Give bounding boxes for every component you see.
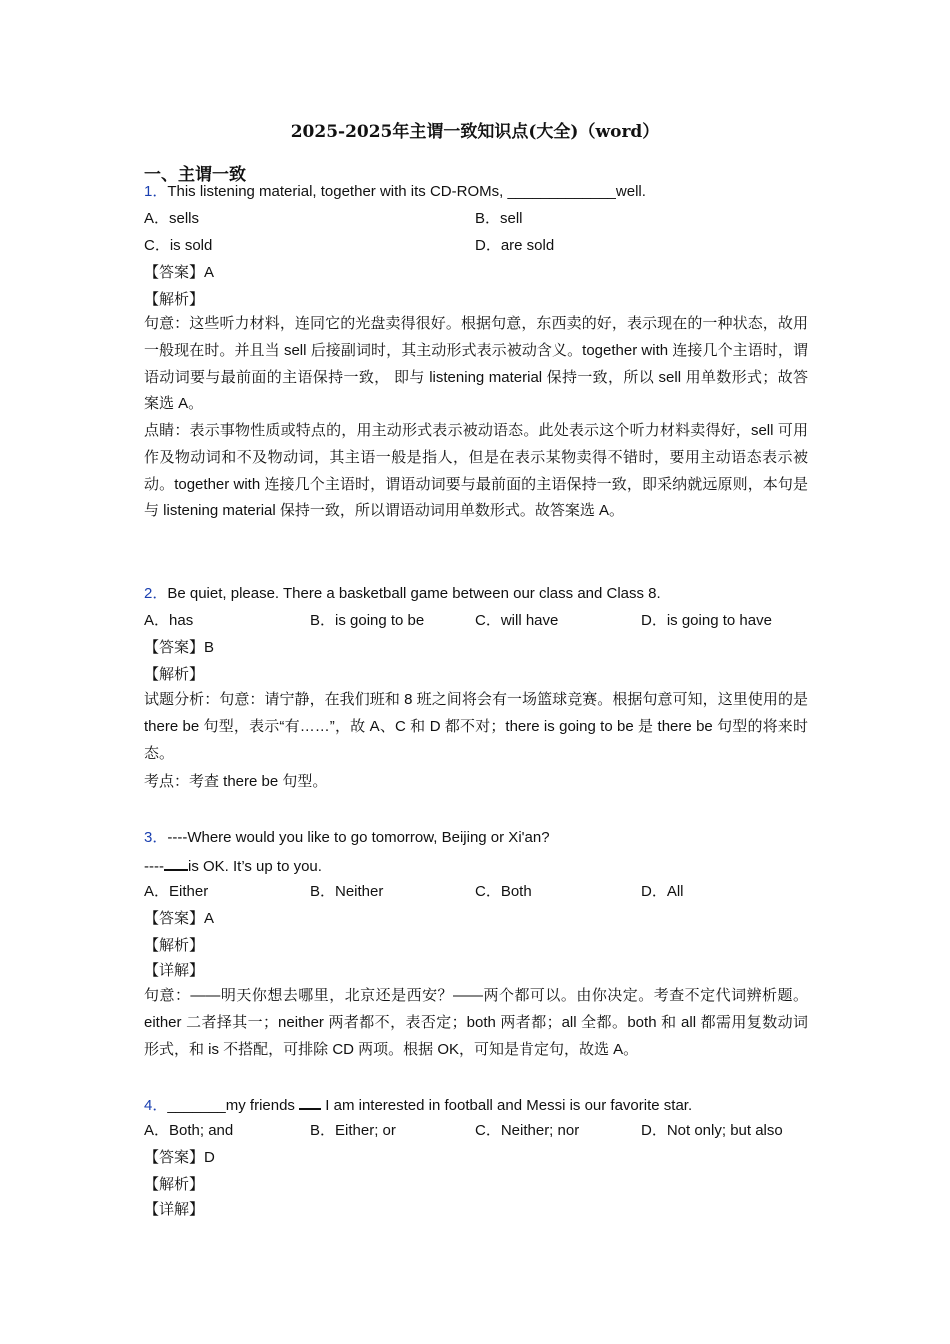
document-title: 2025-2025年主谓一致知识点(大全)（word） <box>290 122 660 142</box>
option-a: A．Either <box>144 883 209 900</box>
analysis-label: 【解析】 <box>144 937 205 954</box>
analysis-text: 句意：这些听力材料，连同它的光盘卖得很好。根据句意，东西卖的好，表示现在的一种状态，故用一般现在时。并且当 sell 后接副词时，其主动形式表示被动含义。together with 连接几个主语时，谓语动词要与最前面的主语保持一致， 即与 listening material 保持一致，所以 sell 用单数形式；故答案选 A。 <box>144 315 808 413</box>
option-c: C．will have <box>475 612 559 629</box>
kaodian-text: 考点：考查 there be 句型。 <box>144 773 328 790</box>
option-b: B．Neither <box>310 883 384 900</box>
answer-line: 【答案】B <box>144 639 215 656</box>
answer-blank <box>164 855 188 871</box>
question-number: 2． <box>144 585 168 602</box>
question-number: 4． <box>144 1097 168 1114</box>
option-d: D．All <box>641 883 684 900</box>
question-4-stem: 4．_______my friends I am interested in football and Messi is our favorite star. <box>144 1094 692 1116</box>
option-d: D．Not only; but also <box>641 1122 783 1139</box>
option-a: A．sells <box>144 210 200 227</box>
option-c: C．Neither; nor <box>475 1122 580 1139</box>
comment-text: 点睛：表示事物性质或特点的，用主动形式表示被动语态。此处表示这个听力材料卖得好，sell 可用作及物动词和不及物动词，其主语一般是指人，但是在表示某物卖得不错时，要用主动语态表示被动。together with 连接几个主语时，谓语动词要与最前面的主语保持一致，即采纳就远原则，本句是与 listening material 保持一致，所以谓语动词用单数形式。故答案选 A。 <box>144 422 808 520</box>
question-number: 1． <box>144 183 168 200</box>
section-heading: 一、主谓一致 <box>144 165 246 185</box>
answer-blank <box>299 1094 321 1110</box>
option-c: C．is sold <box>144 237 213 254</box>
detail-text: 句意：——明天你想去哪里，北京还是西安？——两个都可以。由你决定。考查不定代词辨析题。either 二者择其一；neither 两者都不，表否定；both 两者都；all 全都。both 和 all 都需用复数动词形式，和 is 不搭配，可排除 CD 两项。根据 OK，可知是肯定句，故选 A。 <box>144 987 808 1058</box>
option-d: D．are sold <box>475 237 555 254</box>
analysis-label: 【解析】 <box>144 291 205 308</box>
option-b: B．sell <box>475 210 523 227</box>
option-d: D．is going to have <box>641 612 772 629</box>
option-c: C．Both <box>475 883 532 900</box>
detail-label: 【详解】 <box>144 1201 205 1218</box>
answer-blank: _______ <box>167 1097 226 1114</box>
answer-blank: _____________ <box>507 183 616 200</box>
option-b: B．is going to be <box>310 612 425 629</box>
analysis-label: 【解析】 <box>144 1176 205 1193</box>
option-a: A．Both; and <box>144 1122 234 1139</box>
analysis-text: 试题分析：句意：请宁静，在我们班和 8 班之间将会有一场篮球竞赛。根据句意可知，这里使用的是 there be 句型，表示“有……”，故 A、C 和 D 都不对；there is going to be 是 there be 句型的将来时态。 <box>144 691 808 762</box>
detail-label: 【详解】 <box>144 962 205 979</box>
question-3-stem: 3．----Where would you like to go tomorrow, Beijing or Xi'an? <box>144 829 550 846</box>
option-a: A．has <box>144 612 194 629</box>
answer-line: 【答案】A <box>144 910 215 927</box>
option-b: B．Either; or <box>310 1122 396 1139</box>
answer-line: 【答案】A <box>144 264 215 281</box>
question-1-stem: 1．This listening material, together with its CD-ROMs, _____________well. <box>144 183 646 200</box>
question-3-response: ---- is OK. It’s up to you. <box>144 855 322 877</box>
question-number: 3． <box>144 829 168 846</box>
answer-line: 【答案】D <box>144 1149 215 1166</box>
question-2-stem: 2．Be quiet, please. There a basketball game between our class and Class 8. <box>144 585 661 602</box>
analysis-label: 【解析】 <box>144 666 205 683</box>
